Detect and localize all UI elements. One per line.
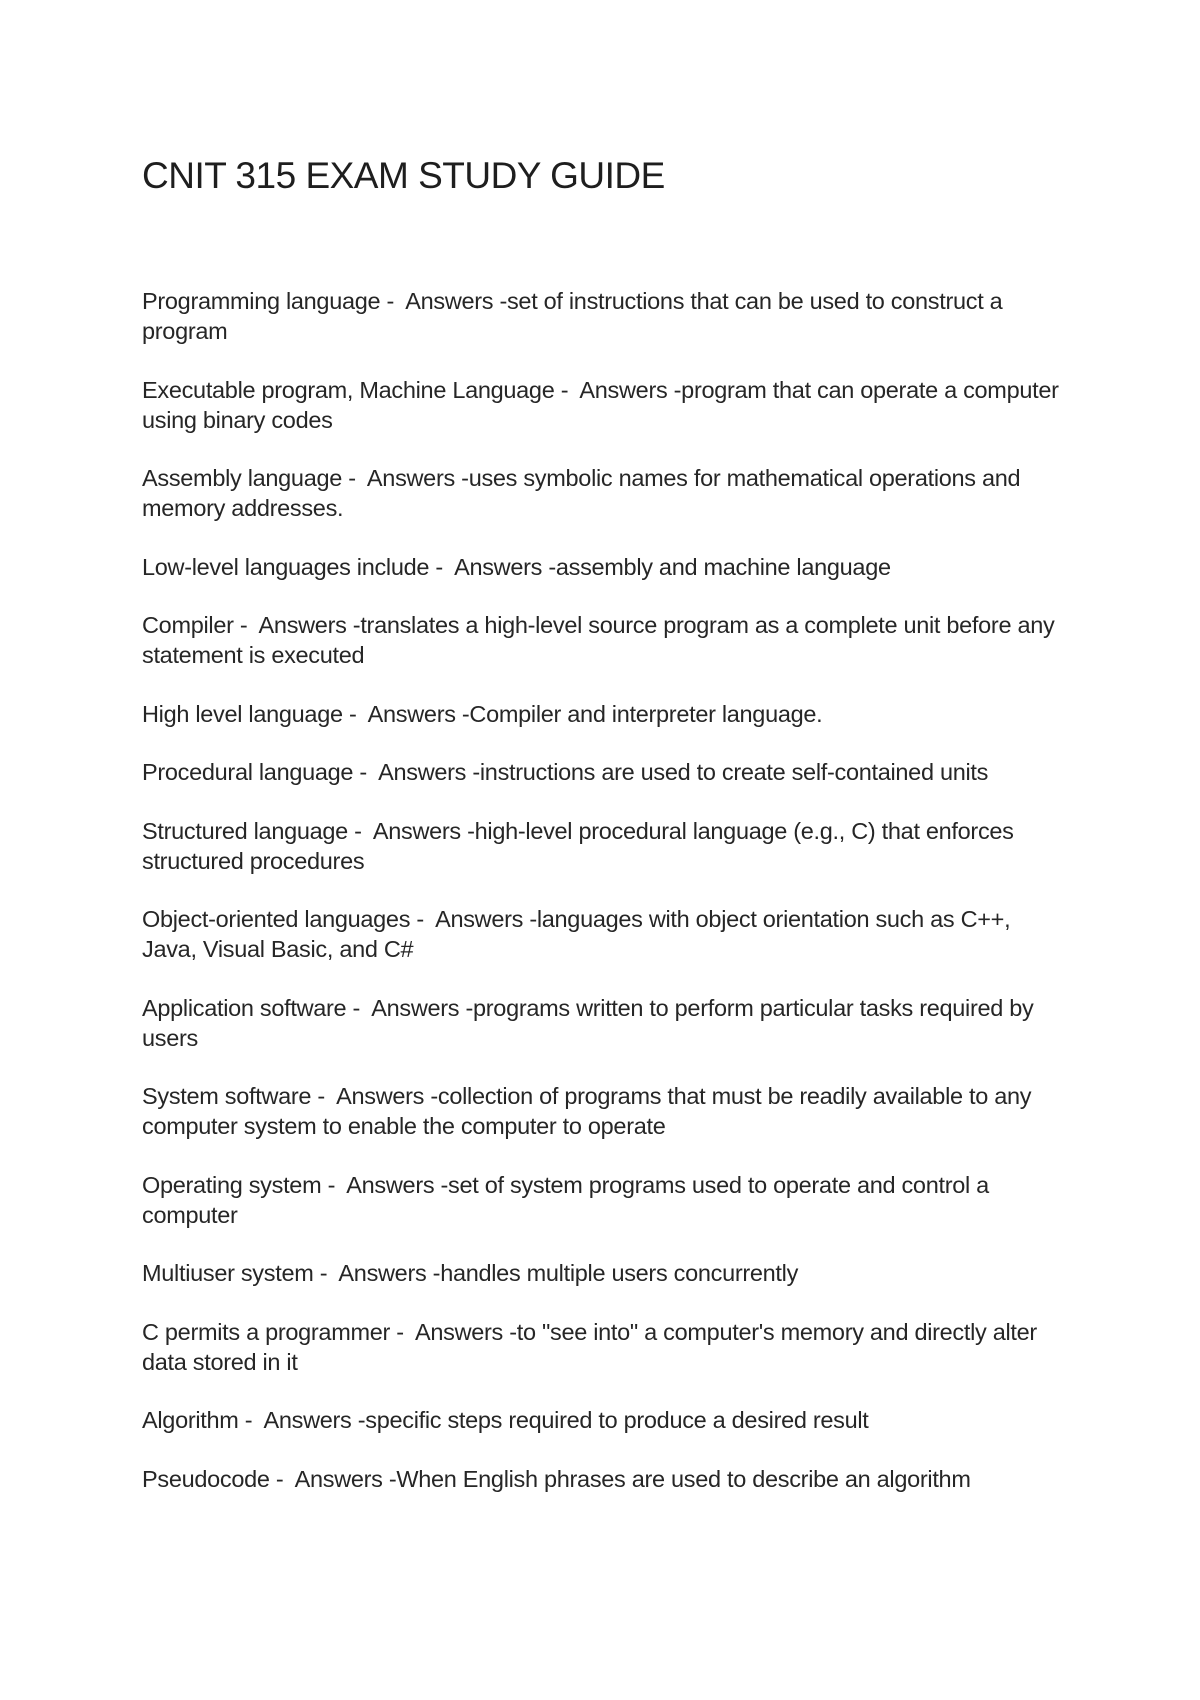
study-entry	[142, 1081, 1062, 1141]
entry-term: Compiler	[142, 612, 234, 638]
entry-answer-prefix: Answers -	[338, 1260, 441, 1286]
entry-separator: -	[554, 376, 580, 403]
entry-answer-prefix: Answers -	[263, 1407, 366, 1433]
entry-answer: high-level procedural language (e.g., C) that enforces structured procedures	[142, 817, 1014, 874]
entry-term: System software	[142, 1083, 312, 1109]
entry-answer-prefix: Answers -	[405, 288, 507, 314]
entry-term: Assembly language	[142, 465, 342, 491]
study-entry	[142, 1317, 1062, 1377]
entry-term: Procedural language	[142, 759, 354, 785]
entry-term: Programming language	[142, 288, 381, 314]
study-entry	[142, 610, 1062, 670]
entry-term: Operating system	[142, 1171, 322, 1198]
entry-term: Executable program, Machine Language	[142, 376, 555, 403]
entry-term: Algorithm	[142, 1407, 239, 1433]
entry-separator: -	[313, 1260, 339, 1286]
study-entry	[142, 1170, 1062, 1230]
entry-answer-prefix: Answers -	[367, 700, 470, 727]
entry-answer: instructions are used to create self-contained units	[479, 759, 989, 785]
entry-answer-prefix: Answers -	[372, 817, 475, 844]
entry-separator: -	[238, 1407, 264, 1433]
study-entry	[142, 1258, 1062, 1288]
entry-answer-prefix: Answers -	[414, 1318, 517, 1345]
study-entry	[142, 699, 1062, 729]
study-entry	[142, 1405, 1062, 1435]
study-entry	[142, 757, 1062, 787]
entry-answer: assembly and machine language	[555, 553, 891, 580]
study-entry	[142, 463, 1062, 523]
entry-separator: -	[346, 994, 372, 1021]
entry-answer-prefix: Answers -	[435, 906, 537, 932]
study-entries-list	[142, 286, 1062, 1522]
study-entry	[142, 286, 1062, 346]
entry-answer: programs written to perform particular tasks required by users	[142, 994, 1034, 1051]
entry-term: Pseudocode	[142, 1465, 270, 1492]
entry-answer-prefix: Answers -	[579, 376, 682, 403]
entry-separator: -	[311, 1083, 337, 1109]
entry-answer-prefix: Answers -	[454, 553, 556, 580]
entry-answer: set of system programs used to operate and control a computer	[142, 1171, 989, 1228]
entry-term: C permits a programmer	[142, 1318, 391, 1345]
document-title: CNIT 315 EXAM STUDY GUIDE	[142, 155, 665, 196]
entry-answer-prefix: Answers -	[366, 465, 469, 491]
entry-answer: translates a high-level source program as a complete unit before any statement is executed	[142, 612, 1055, 668]
entry-term: Multiuser system	[142, 1260, 314, 1286]
entry-separator: -	[321, 1171, 347, 1198]
entry-answer: program that can operate a computer using binary codes	[142, 376, 1059, 433]
entry-separator: -	[390, 1318, 415, 1345]
entry-answer: When English phrases are used to describe an algorithm	[396, 1465, 971, 1492]
entry-separator: -	[233, 612, 259, 638]
entry-answer: languages with object orientation such as C++, Java, Visual Basic, and C#	[142, 906, 1011, 962]
entry-answer-prefix: Answers -	[371, 994, 473, 1021]
study-entry	[142, 816, 1062, 876]
entry-answer-prefix: Answers -	[294, 1465, 397, 1492]
entry-answer: uses symbolic names for mathematical operations and memory addresses.	[142, 465, 1021, 521]
entry-separator: -	[380, 288, 406, 314]
study-entry	[142, 375, 1062, 435]
entry-separator: -	[342, 700, 368, 727]
entry-answer: collection of programs that must be readily available to any computer system to enable the computer to operate	[142, 1083, 1032, 1139]
entry-separator: -	[429, 553, 455, 580]
entry-separator: -	[342, 465, 367, 491]
entry-answer: Compiler and interpreter language.	[469, 700, 823, 727]
entry-answer: specific steps required to produce a desired result	[365, 1407, 869, 1433]
entry-answer: to "see into" a computer's memory and directly alter data stored in it	[142, 1318, 1037, 1375]
study-entry	[142, 1464, 1062, 1494]
entry-answer-prefix: Answers -	[378, 759, 480, 785]
entry-separator: -	[347, 817, 373, 844]
entry-answer-prefix: Answers -	[336, 1083, 438, 1109]
entry-term: Application software	[142, 994, 347, 1021]
study-entry	[142, 552, 1062, 582]
entry-answer-prefix: Answers -	[258, 612, 361, 638]
entry-separator: -	[410, 906, 436, 932]
entry-separator: -	[269, 1465, 295, 1492]
entry-term: High level language	[142, 700, 343, 727]
study-entry	[142, 904, 1062, 964]
entry-answer: handles multiple users concurrently	[440, 1260, 799, 1286]
entry-term: Low-level languages include	[142, 553, 430, 580]
study-entry	[142, 993, 1062, 1053]
entry-term: Structured language	[142, 817, 348, 844]
entry-answer-prefix: Answers -	[346, 1171, 449, 1198]
entry-term: Object-oriented languages	[142, 906, 411, 932]
entry-separator: -	[353, 759, 379, 785]
entry-answer: set of instructions that can be used to construct a program	[142, 288, 1003, 344]
